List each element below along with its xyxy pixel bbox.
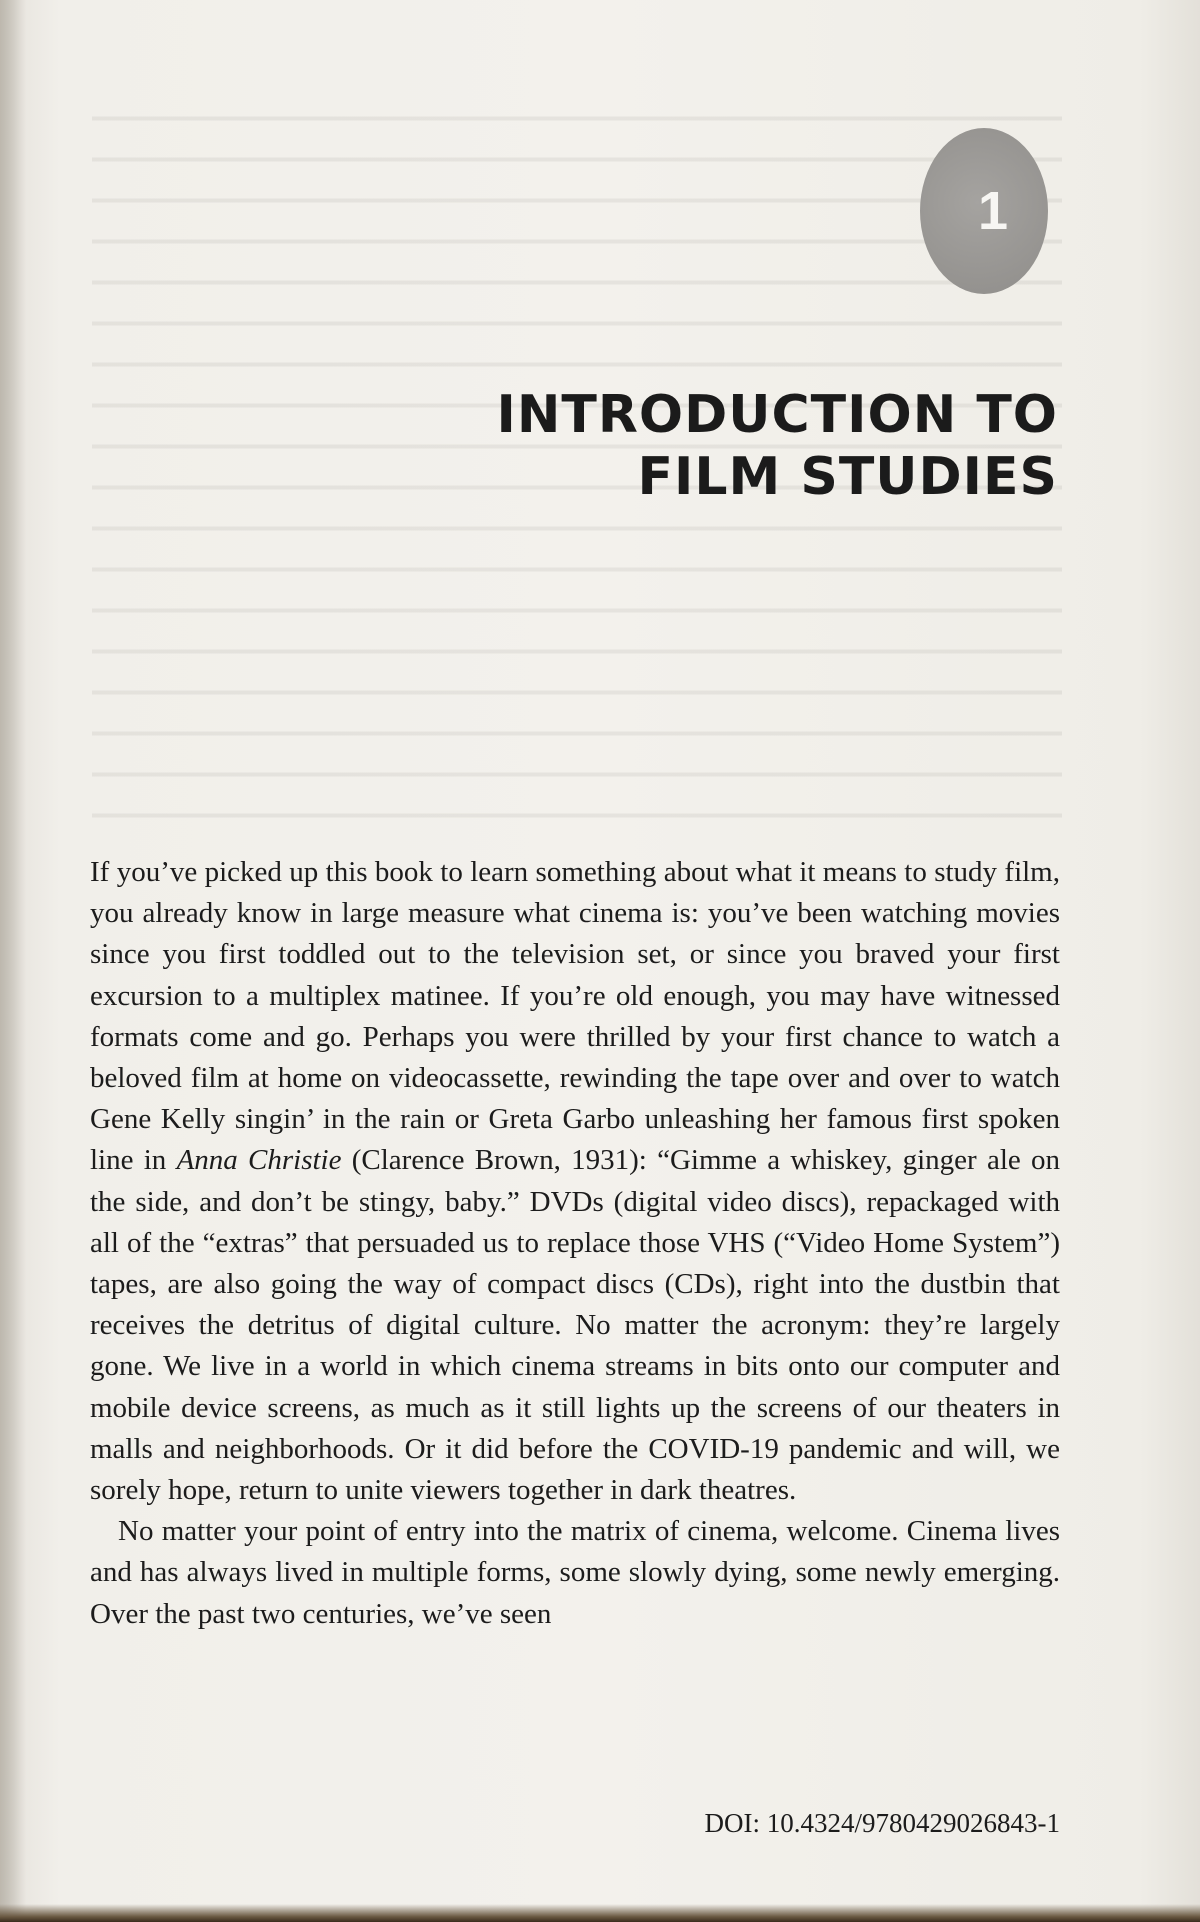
page-bottom-edge — [0, 1904, 1200, 1922]
chapter-title-line-1: INTRODUCTION TO — [496, 385, 1058, 445]
doi-footer: DOI: 10.4324/9780429026843-1 — [704, 1808, 1060, 1838]
paragraph-1 — [90, 852, 1060, 1511]
film-title-anna-christie: Anna Christie — [176, 1144, 342, 1177]
paragraph-2: No matter your point of entry into the matrix of cinema, welcome. Cinema lives and has always lived in multiple forms, some slowly dying, some newly emerging. Over the past two centuries, we’ve seen — [90, 1515, 1060, 1630]
chapter-number-badge — [920, 128, 1048, 294]
paragraph-1-part-b: (Clarence Brown, 1931): “Gimme a whiskey, ginger ale on the side, and don’t be stingy, baby.” DVDs (digital video discs), repackaged with all of the “extras” that persuaded us to replace those VHS (“Video Home System”) tapes, are also going the way of compact discs (CDs), right into the dustbin that receives the detritus of digital culture. No matter the acronym: they’re largely gone. We live in a world in which cinema streams in bits onto our computer and mobile device screens, as much as it still lights up the screens of our theaters in malls and neighborhoods. Or it did before the COVID-19 pandemic and will, we sorely hope, return to unite viewers together in dark theatres. — [90, 1144, 1061, 1507]
spine-shadow — [0, 0, 26, 1922]
chapter-number: 1 — [977, 181, 1009, 241]
chapter-title-line-2: FILM STUDIES — [637, 447, 1058, 507]
paragraph-1-part-a: If you’ve picked up this book to learn something about what it means to study film, you already know in large measure what cinema is: you’ve been watching movies since you first toddled out to the television set, or since you braved your first excursion to a multiplex matinee. If you’re old enough, you may have witnessed formats come and go. Perhaps you were thrilled by your first chance to watch a beloved film at home on videocassette, rewinding the tape over and over to watch Gene Kelly singin’ in the rain or Greta Garbo unleashing her famous first spoken line in — [90, 856, 1060, 1177]
chapter-title — [300, 384, 1058, 508]
body-text — [90, 852, 1060, 1635]
